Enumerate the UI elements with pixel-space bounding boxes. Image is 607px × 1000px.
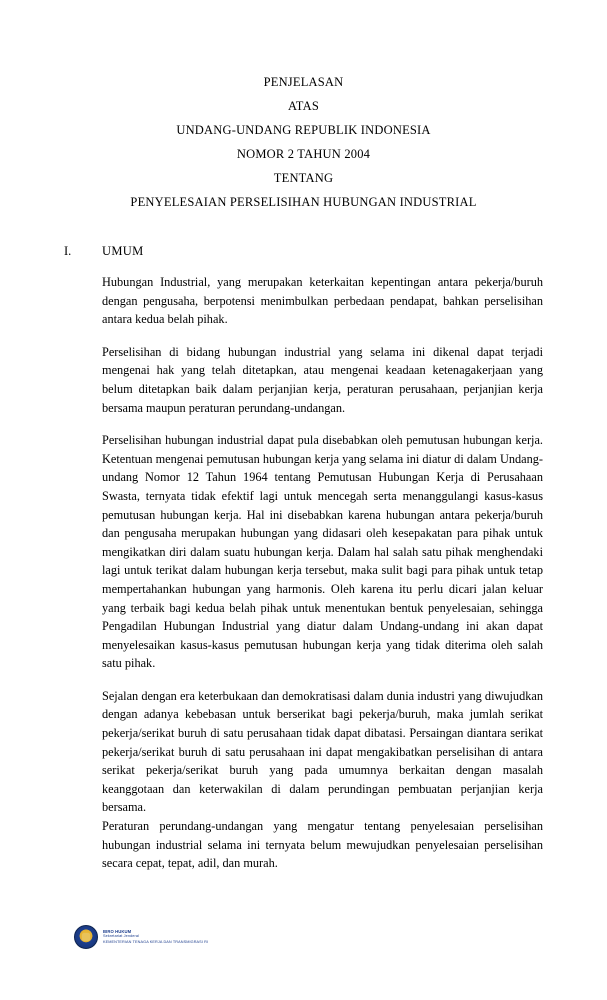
garuda-seal-icon — [74, 925, 98, 949]
heading-line-atas: ATAS — [287, 99, 320, 113]
heading-line-tentang: TENTANG — [273, 171, 334, 185]
section-title: UMUM — [102, 244, 144, 258]
paragraph-5: Peraturan perundang-undangan yang mengatur tentang penyelesaian perselisihan hubungan industrial selama ini ternyata belum mewujudkan penyelesaian perselisihan secara cepat, tepat, adil, dan murah. — [102, 819, 543, 871]
section-heading — [64, 244, 543, 259]
heading-line-nomor: NOMOR 2 TAHUN 2004 — [236, 147, 371, 161]
heading-line-undang-undang: UNDANG-UNDANG REPUBLIK INDONESIA — [176, 123, 431, 137]
paragraph-4: Sejalan dengan era keterbukaan dan demokratisasi dalam dunia industri yang diwujudkan dengan adanya kebebasan untuk berserikat bagi pekerja/buruh, maka jumlah serikat pekerja/serikat buruh di satu perusahaan tidak dapat dibatasi. Persaingan diantara serikat pekerja/serikat buruh di satu perusahaan ini dapat mengakibatkan perselisihan di antara serikat pekerja/serikat buruh yang pada umumnya berkaitan dengan masalah keanggotaan dan keterwakilan di dalam perundingan pembuatan perjanjian kerja bersama. — [102, 688, 543, 815]
section-number: I. — [64, 244, 72, 258]
paragraph-3: Perselisihan hubungan industrial dapat pula disebabkan oleh pemutusan hubungan kerja. Ketentuan mengenai pemutusan hubungan kerja yang selama ini diatur di dalam Undang-undang Nomor 12 Tahun 1964 tentang Pemutusan Hubungan Kerja di Perusahaan Swasta, ternyata tidak efektif lagi untuk mencegah serta menanggulangi kasus-kasus pemutusan hubungan kerja. Hal ini disebabkan karena hubungan antara pekerja/buruh dan pengusaha merupakan hubungan yang didasari oleh kesepakatan para pihak untuk mengikatkan diri dalam suatu hubungan kerja. Dalam hal salah satu pihak menghendaki lagi untuk terikat dalam hubungan kerja tersebut, maka sulit bagi para pihak untuk tetap mempertahankan hubungan yang harmonis. Oleh karena itu perlu dicari jalan keluar yang terbaik bagi kedua belah pihak untuk menentukan bentuk penyelesaian, sehingga Pengadilan Hubungan Industrial yang diatur dalam Undang-undang ini akan dapat menyelesaikan kasus-kasus pemutusan hubungan kerja yang tidak diterima oleh salah satu pihak. — [102, 433, 543, 671]
heading-line-penjelasan: PENJELASAN — [263, 75, 344, 89]
document-body — [102, 273, 543, 873]
footer-line-1: BIRO HUKUM — [103, 929, 132, 935]
footer-line-2: Sekretariat Jenderal — [103, 934, 139, 939]
heading-line-subject: PENYELESAIAN PERSELISIHAN HUBUNGAN INDUSTRIAL — [130, 195, 477, 209]
footer-line-3: KEMENTERIAN TENAGA KERJA DAN TRANSMIGRASI RI — [103, 939, 209, 944]
paragraph-1: Hubungan Industrial, yang merupakan keterkaitan kepentingan antara pekerja/buruh dengan pengusaha, berpotensi menimbulkan perbedaan pendapat, bahkan perselisihan antara kedua belah pihak. — [102, 275, 543, 327]
footer-logo — [74, 925, 208, 949]
paragraph-2: Perselisihan di bidang hubungan industrial yang selama ini dikenal dapat terjadi mengenai hak yang telah ditetapkan, atau mengenai keadaan ketenagakerjaan yang belum ditetapkan baik dalam perjanjian kerja, peraturan perusahaan, perjanjian kerja bersama maupun peraturan perundang-undangan. — [102, 344, 543, 415]
footer-text — [103, 929, 208, 945]
document-heading — [64, 70, 543, 214]
